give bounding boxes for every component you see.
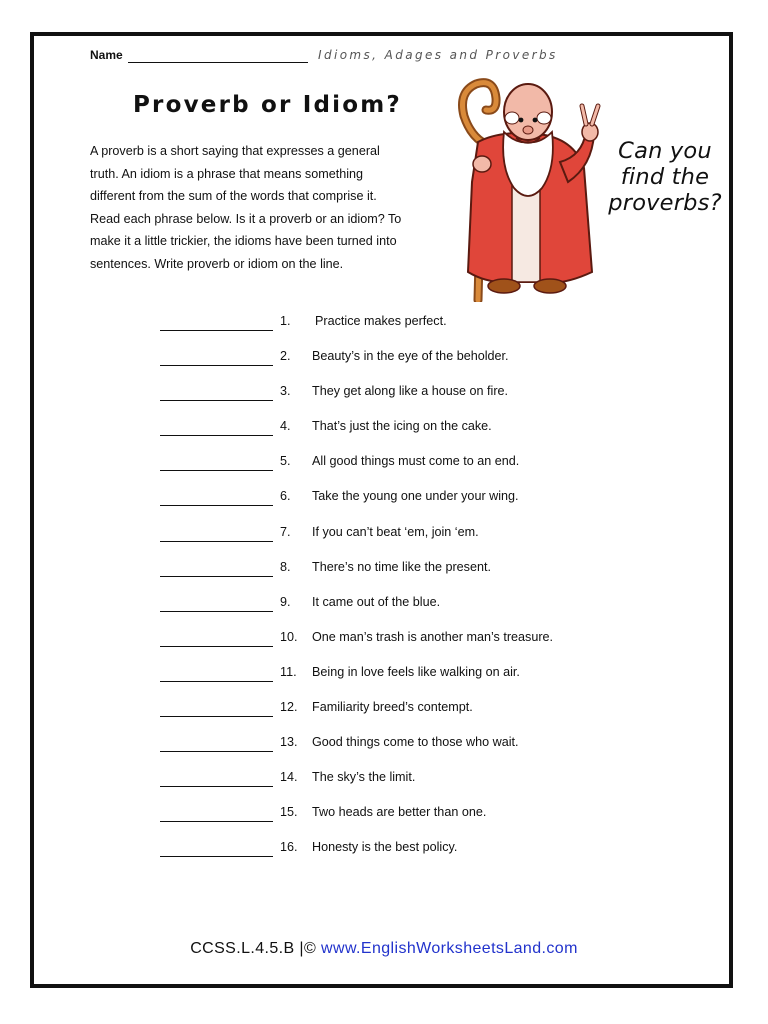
answer-line[interactable] xyxy=(160,681,273,682)
question-text: Beauty’s in the eye of the beholder. xyxy=(312,349,509,364)
question-item xyxy=(158,417,628,452)
question-item xyxy=(158,347,628,382)
question-item xyxy=(158,312,628,347)
name-label: Name xyxy=(90,48,123,62)
question-text: Take the young one under your wing. xyxy=(312,489,519,504)
intro-line: different from the sum of the words that comprise it. xyxy=(90,189,377,204)
question-text: It came out of the blue. xyxy=(312,594,441,609)
question-text: That’s just the icing on the cake. xyxy=(312,419,492,434)
question-item xyxy=(158,523,628,558)
answer-line[interactable] xyxy=(160,400,273,401)
question-number: 6. xyxy=(280,489,291,504)
intro-line: Read each phrase below. Is it a proverb or an idiom? To xyxy=(90,211,402,226)
question-item xyxy=(158,593,628,628)
answer-line[interactable] xyxy=(160,576,273,577)
question-number: 8. xyxy=(280,559,291,574)
answer-line[interactable] xyxy=(160,611,273,612)
answer-line[interactable] xyxy=(160,856,273,857)
question-item xyxy=(158,663,628,698)
standard-code: CCSS.L.4.5.B |© xyxy=(190,940,317,957)
question-number: 13. xyxy=(280,735,298,750)
answer-line[interactable] xyxy=(160,470,273,471)
question-number: 10. xyxy=(280,629,298,644)
answer-line[interactable] xyxy=(160,330,273,331)
answer-line[interactable] xyxy=(160,786,273,787)
question-item xyxy=(158,838,628,873)
answer-line[interactable] xyxy=(160,505,273,506)
question-item xyxy=(158,733,628,768)
question-item xyxy=(158,803,628,838)
question-text: The sky’s the limit. xyxy=(312,770,416,785)
question-number: 15. xyxy=(280,805,298,820)
callout-text xyxy=(598,138,732,216)
question-list xyxy=(158,312,628,874)
old-man-with-staff-illustration xyxy=(442,72,602,302)
question-number: 2. xyxy=(280,349,291,364)
question-text: All good things must come to an end. xyxy=(312,454,520,469)
page-title: Proverb or Idiom? xyxy=(133,92,402,118)
intro-line: truth. An idiom is a phrase that means something xyxy=(90,166,364,181)
question-item xyxy=(158,628,628,663)
question-number: 4. xyxy=(280,419,291,434)
question-text: If you can’t beat ‘em, join ‘em. xyxy=(312,524,479,539)
answer-line[interactable] xyxy=(160,541,273,542)
answer-line[interactable] xyxy=(160,365,273,366)
answer-line[interactable] xyxy=(160,435,273,436)
callout-line: Can you xyxy=(618,138,712,164)
question-text: Two heads are better than one. xyxy=(312,805,487,820)
question-number: 5. xyxy=(280,454,291,469)
question-item xyxy=(158,698,628,733)
question-number: 14. xyxy=(280,770,298,785)
question-text: Practice makes perfect. xyxy=(315,314,447,328)
question-item xyxy=(158,382,628,417)
question-item xyxy=(158,452,628,487)
callout-line: proverbs? xyxy=(608,190,722,216)
intro-paragraph xyxy=(90,140,440,276)
name-field-line[interactable] xyxy=(128,62,308,63)
question-text: Good things come to those who wait. xyxy=(312,735,519,750)
question-number: 3. xyxy=(280,384,291,399)
series-title: Idioms, Adages and Proverbs xyxy=(318,48,558,62)
question-text: One man’s trash is another man’s treasure. xyxy=(312,629,554,644)
answer-line[interactable] xyxy=(160,646,273,647)
question-text: Honesty is the best policy. xyxy=(312,840,458,855)
website-link[interactable]: www.EnglishWorksheetsLand.com xyxy=(321,940,578,957)
question-number: 7. xyxy=(280,524,291,539)
question-text: They get along like a house on fire. xyxy=(312,384,509,399)
intro-line: A proverb is a short saying that expresses a general xyxy=(90,144,380,158)
callout-line: find the xyxy=(620,164,710,190)
question-item xyxy=(158,487,628,522)
intro-line: make it a little trickier, the idioms have been turned into xyxy=(90,234,397,249)
question-number: 1. xyxy=(280,314,291,328)
question-number: 16. xyxy=(280,840,298,855)
question-text: Being in love feels like walking on air. xyxy=(312,664,520,679)
intro-line: sentences. Write proverb or idiom on the line. xyxy=(90,256,344,271)
answer-line[interactable] xyxy=(160,821,273,822)
question-text: There’s no time like the present. xyxy=(312,559,491,574)
footer xyxy=(0,940,768,958)
answer-line[interactable] xyxy=(160,716,273,717)
question-number: 12. xyxy=(280,700,298,715)
question-number: 11. xyxy=(280,664,297,679)
question-number: 9. xyxy=(280,594,291,609)
question-item xyxy=(158,558,628,593)
question-item xyxy=(158,768,628,803)
answer-line[interactable] xyxy=(160,751,273,752)
question-text: Familiarity breed’s contempt. xyxy=(312,700,473,715)
